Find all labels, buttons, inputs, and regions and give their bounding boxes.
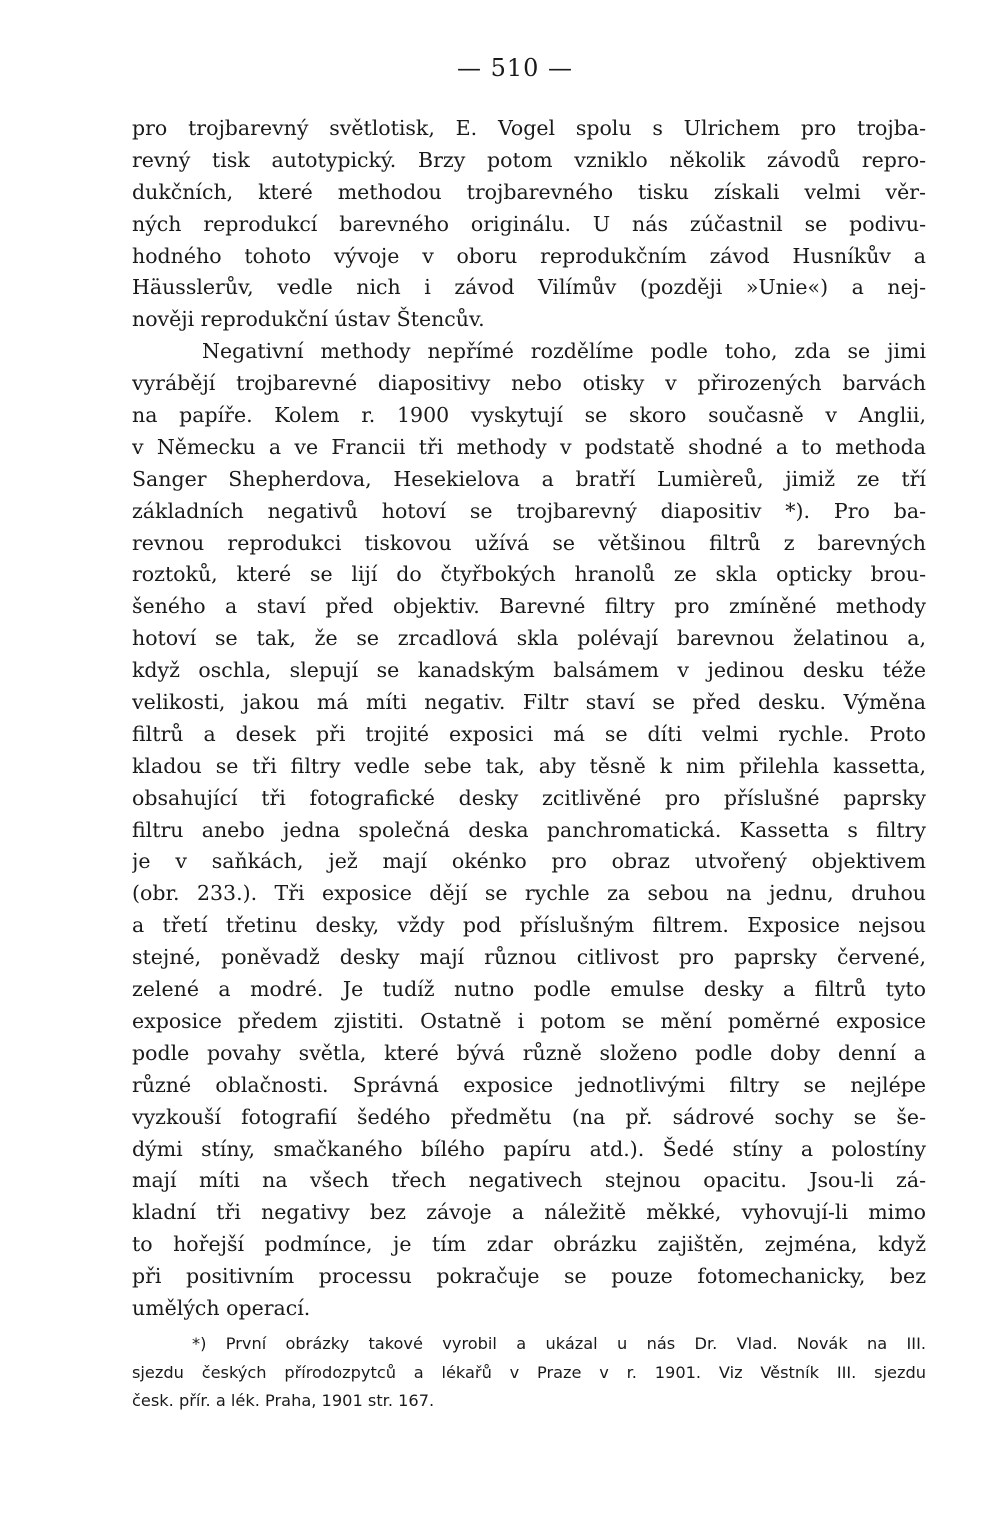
text-line: Negativní methody nepřímé rozdělíme podle toho, zda se jimi — [202, 339, 926, 364]
text-line: filtru anebo jedna společná deska panchromatická. Kassetta s filtry — [132, 817, 926, 842]
text-line: (obr. 233.). Tři exposice dějí se rychle za sebou na jednu, druhou — [132, 881, 926, 906]
text-line: dými stíny, smačkaného bílého papíru atd.). Šedé stíny a polostíny — [132, 1136, 926, 1161]
text-line: revnou reprodukci tiskovou užívá se většinou filtrů z barevných — [132, 530, 926, 555]
footnote-line: česk. přír. a lék. Praha, 1901 str. 167. — [132, 1391, 435, 1410]
text-line: vyzkouší fotografií šedého předmětu (na př. sádrové sochy se še- — [132, 1104, 926, 1129]
text-line: ných reprodukcí barevného originálu. U nás zúčastnil se podivu- — [132, 211, 926, 236]
text-line: různé oblačnosti. Správná exposice jednotlivými filtry se nejlépe — [132, 1072, 926, 1097]
text-line: pro trojbarevný světlotisk, E. Vogel spolu s Ulrichem pro trojba- — [132, 116, 926, 140]
text-line: hotoví se tak, že se zrcadlová skla polévají barevnou želatinou a, — [132, 626, 926, 651]
text-line: exposice předem zjistiti. Ostatně i potom se mění poměrné exposice — [132, 1008, 926, 1033]
page-number: — 510 — — [456, 54, 574, 82]
text-line: a třetí třetinu desky, vždy pod příslušným filtrem. Exposice nejsou — [132, 913, 926, 938]
text-line: je v saňkách, jež mají okénko pro obraz utvořený objektivem — [132, 849, 926, 874]
text-line: podle povahy světla, které bývá různě složeno podle doby denní a — [132, 1040, 926, 1065]
text-line: kladou se tři filtry vedle sebe tak, aby těsně k nim přilehla kassetta, — [132, 753, 926, 778]
text-line: kladní tři negativy bez závoje a náležitě měkké, vyhovují-li mimo — [132, 1200, 926, 1225]
text-line: roztoků, které se lijí do čtyřbokých hranolů ze skla opticky brou- — [132, 562, 926, 587]
text-line: vyrábějí trojbarevné diapositivy nebo otisky v přirozených barvách — [132, 371, 926, 396]
text-line: Häusslerův, vedle nich i závod Vilímův (později »Unie«) a nej- — [132, 275, 926, 300]
text-line: při positivním processu pokračuje se pouze fotomechanicky, bez — [132, 1264, 926, 1289]
text-line: stejné, poněvadž desky mají různou citlivost pro paprsky červené, — [132, 945, 926, 970]
text-line: obsahující tři fotografické desky zcitlivěné pro příslušné paprsky — [132, 785, 926, 810]
text-line: velikosti, jakou má míti negativ. Filtr staví se před desku. Výměna — [132, 690, 926, 715]
text-line: revný tisk autotypický. Brzy potom vzniklo několik závodů repro- — [132, 147, 926, 172]
text-line: šeného a staví před objektiv. Barevné filtry pro zmíněné methody — [132, 594, 926, 619]
text-line: umělých operací. — [132, 1295, 311, 1320]
text-line: v Německu a ve Francii tři methody v podstatě shodné a to methoda — [132, 434, 926, 459]
text-line: na papíře. Kolem r. 1900 vyskytují se skoro současně v Anglii, — [132, 403, 926, 428]
text-line: mají míti na všech třech negativech stejnou opacitu. Jsou-li zá- — [132, 1168, 926, 1193]
text-line: základních negativů hotoví se trojbarevný diapositiv *). Pro ba- — [132, 498, 926, 523]
text-line: když oschla, slepují se kanadským balsámem v jedinou desku téže — [132, 658, 926, 683]
text-line: Sanger Shepherdova, Hesekielova a bratří Lumièreů, jimiž ze tří — [132, 466, 926, 491]
text-line: nověji reprodukční ústav Štencův. — [132, 307, 485, 332]
text-line: filtrů a desek při trojité exposici má se díti velmi rychle. Proto — [132, 721, 926, 746]
footnote-line: *) První obrázky takové vyrobil a ukázal u nás Dr. Vlad. Novák na III. — [192, 1334, 926, 1353]
text-line: to hořejší podmínce, je tím zdar obrázku zajištěn, zejména, když — [132, 1232, 926, 1257]
body-text — [132, 113, 926, 1325]
footnote — [132, 1330, 926, 1416]
text-line: dukčních, které methodou trojbarevného tisku získali velmi věr- — [132, 179, 926, 204]
text-line: zelené a modré. Je tudíž nutno podle emulse desky a filtrů tyto — [132, 977, 926, 1002]
text-line: hodného tohoto vývoje v oboru reprodukčním závod Husníkův a — [132, 243, 926, 268]
footnote-line: sjezdu českých přírodozpytců a lékařů v Praze v r. 1901. Viz Věstník III. sjezdu — [132, 1362, 926, 1382]
